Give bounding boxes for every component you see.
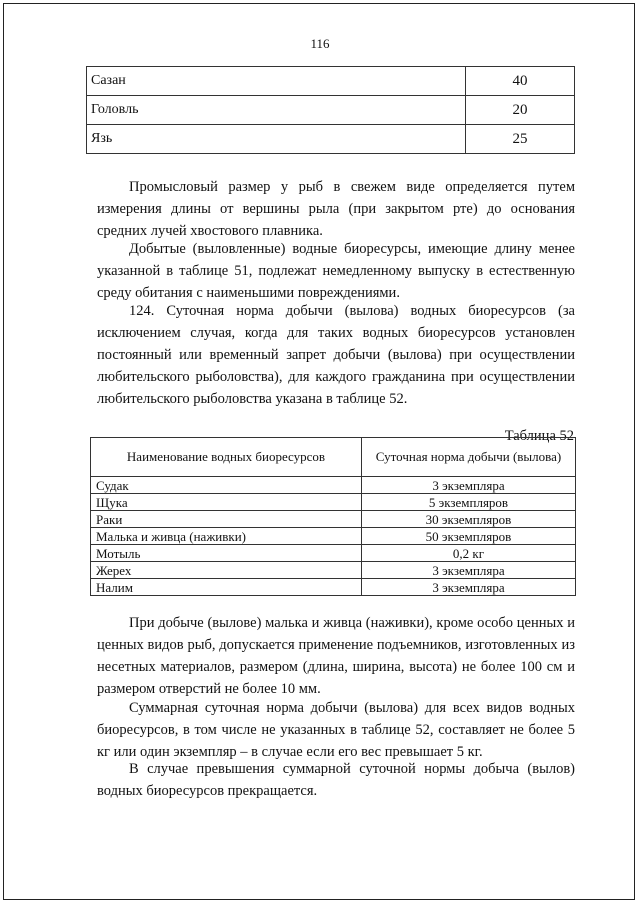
table-row	[91, 494, 576, 511]
table-cell-value: 20	[466, 96, 575, 125]
table-cell-norm: 3 экземпляра	[362, 477, 576, 494]
paragraph-124	[97, 300, 575, 410]
table-51	[86, 66, 575, 154]
table-cell-name: Язь	[87, 125, 466, 154]
table-row	[87, 67, 575, 96]
table-cell-name: Раки	[91, 511, 362, 528]
table-cell-name: Щука	[91, 494, 362, 511]
column-header-norm: Суточная норма добычи (вылова)	[362, 438, 576, 477]
paragraph-bait-fishing	[97, 612, 575, 700]
table-row	[91, 545, 576, 562]
table-row	[91, 579, 576, 596]
table-row	[87, 125, 575, 154]
paragraph-commercial-size	[97, 176, 575, 242]
table-cell-norm: 3 экземпляра	[362, 562, 576, 579]
table-cell-name: Мотыль	[91, 545, 362, 562]
paragraph-text: 124. Суточная норма добычи (вылова) водных биоресурсов (за исключением случая, когда для таких водных биоресурсов установлен постоянный или временный запрет добычи (вылова) при осуществлении любительского рыболовства), для каждого гражданина при осуществлении любительского рыболовства указана в таблице 52.	[97, 303, 575, 407]
table-cell-norm: 3 экземпляра	[362, 579, 576, 596]
table-row	[91, 511, 576, 528]
table-cell-value: 25	[466, 125, 575, 154]
table-row	[91, 562, 576, 579]
column-header-name: Наименование водных биоресурсов	[91, 438, 362, 477]
paragraph-exceeded	[97, 758, 575, 802]
table-row	[91, 528, 576, 545]
page-number: 116	[310, 36, 330, 51]
table-header-row	[91, 438, 576, 477]
table-cell-name: Налим	[91, 579, 362, 596]
table-row	[87, 96, 575, 125]
table-cell-norm: 5 экземпляров	[362, 494, 576, 511]
paragraph-text: При добыче (вылове) малька и живца (наживки), кроме особо ценных и ценных видов рыб, допускается применение подъемников, изготовленных из несетных материалов, размером (длина, ширина, высота) не более 100 см и размером отверстий не более 10 мм.	[97, 615, 575, 697]
table-52	[90, 437, 576, 596]
paragraph-release	[97, 238, 575, 304]
table-cell-value: 40	[466, 67, 575, 96]
table-cell-name: Головль	[87, 96, 466, 125]
paragraph-text: В случае превышения суммарной суточной нормы добыча (вылов) водных биоресурсов прекращается.	[97, 761, 575, 799]
table-cell-norm: 0,2 кг	[362, 545, 576, 562]
table-cell-norm: 30 экземпляров	[362, 511, 576, 528]
table-caption: Таблица 52	[504, 428, 574, 444]
table-cell-name: Жерех	[91, 562, 362, 579]
paragraph-text: Суммарная суточная норма добычи (вылова) для всех видов водных биоресурсов, в том числе не указанных в таблице 52, составляет не более 5 кг или один экземпляр – в случае если его вес превышает 5 кг.	[97, 700, 575, 760]
table-cell-norm: 50 экземпляров	[362, 528, 576, 545]
paragraph-total-norm	[97, 697, 575, 763]
paragraph-text: Добытые (выловленные) водные биоресурсы, имеющие длину менее указанной в таблице 51, подлежат немедленному выпуску в естественную среду обитания с наименьшими повреждениями.	[97, 241, 575, 301]
paragraph-text: Промысловый размер у рыб в свежем виде определяется путем измерения длины от вершины рыла (при закрытом рте) до основания средних лучей хвостового плавника.	[97, 179, 575, 239]
table-row	[91, 477, 576, 494]
table-cell-name: Малька и живца (наживки)	[91, 528, 362, 545]
table-cell-name: Судак	[91, 477, 362, 494]
table-cell-name: Сазан	[87, 67, 466, 96]
